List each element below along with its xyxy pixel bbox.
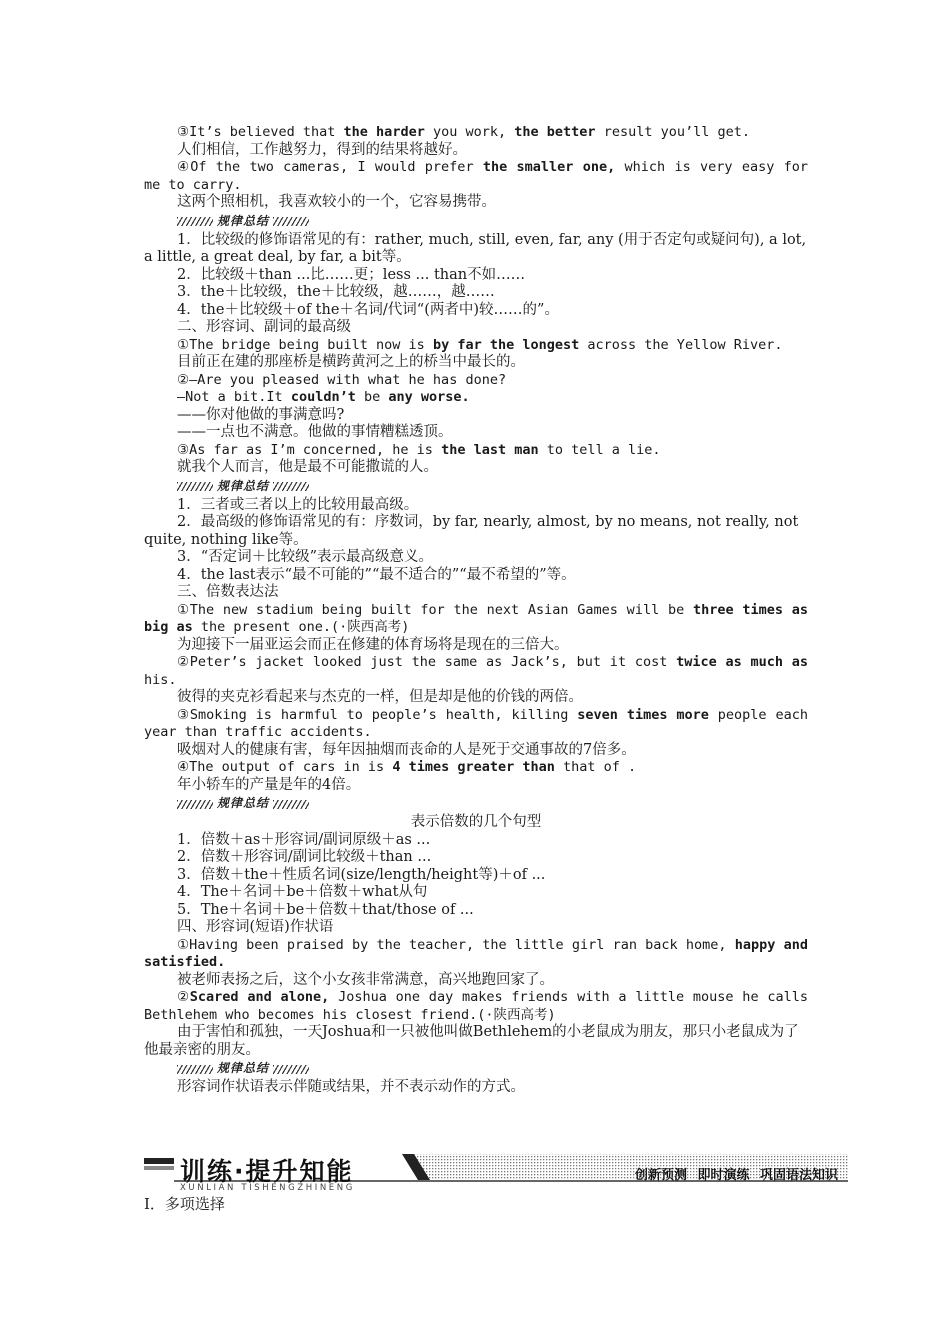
banner-pinyin: XUNLIAN TISHENGZHINENG [180, 1183, 355, 1193]
rule-item: 2．倍数＋形容词/副词比较级＋than ... [177, 849, 432, 865]
translation: 吸烟对人的健康有害，每年因抽烟而丧命的人是死于交通事故的7倍多。 [177, 741, 636, 758]
section-heading: 二、形容词、副词的最高级 [177, 319, 351, 335]
banner-subtitle: 创新预测 即时演练 巩固语法知识 [634, 1168, 838, 1183]
section-heading: 三、倍数表达法 [177, 584, 279, 600]
example-sentence: ②—Are you pleased with what he has done? [177, 371, 507, 388]
example-sentence: ②Scared and alone, Joshua one day makes friends with a little mouse he calls Bethlehem who becomes his closest friend.(·陕西高考) [144, 989, 808, 1023]
example-sentence: ④The output of cars in is 4 times greater than that of . [177, 759, 637, 775]
section-heading-multiple-choice: Ⅰ．多项选择 [144, 1195, 225, 1213]
rule-item: 1．三者或三者以上的比较用最高级。 [177, 496, 419, 513]
rule-item: 5．The＋名词＋be＋倍数＋that/those of ... [177, 901, 474, 918]
rule-item: 3．“否定词＋比较级”表示最高级意义。 [177, 549, 434, 565]
translation: 由于害怕和孤独，一天Joshua和一只被他叫做Bethlehem的小老鼠成为朋友，那只小老鼠成为了他最亲密的朋友。 [144, 1024, 799, 1058]
rule-summary-label: 规律总结 [177, 479, 808, 495]
rule-item: 形容词作状语表示伴随或结果，并不表示动作的方式。 [177, 1079, 525, 1095]
translation: 人们相信，工作越努力，得到的结果将越好。 [177, 141, 467, 158]
rule-item: 1．倍数＋as＋形容词/副词原级＋as ... [177, 831, 431, 848]
example-sentence: ③As far as I’m concerned, he is the last man to tell a lie. [177, 441, 661, 458]
grammar-notes [144, 124, 808, 1097]
rule-summary-label: 规律总结 [177, 1061, 808, 1077]
translation: 目前正在建的那座桥是横跨黄河之上的桥当中最长的。 [177, 354, 525, 370]
rule-item: 4．the last表示“最不可能的”“最不适合的”“最不希望的”等。 [177, 566, 576, 583]
translation: 彼得的夹克衫看起来与杰克的一样，但是却是他的价钱的两倍。 [177, 689, 583, 705]
rule-item: 1．比较级的修饰语常见的有：rather, much, still, even, far, any (用于否定句或疑问句), a lot, a little, a great deal, by far, a bit等。 [144, 231, 807, 265]
banner-title: 训练·提升知能 [180, 1157, 354, 1186]
training-banner [144, 1150, 848, 1196]
rule-item: 2．比较级＋than ...比……更；less ... than不如…… [177, 266, 526, 283]
rule-item: 4．the＋比较级＋of the＋名词/代词“(两者中)较……的”。 [177, 301, 559, 318]
translation: 被老师表扬之后，这个小女孩非常满意，高兴地跑回家了。 [177, 971, 554, 988]
rule-item: 2．最高级的修饰语常见的有：序数词，by far, nearly, almost, by no means, not really, not quite, nothing like等。 [144, 514, 799, 548]
example-sentence: ④Of the two cameras, I would prefer the smaller one, which is very easy for me to carry. [144, 159, 808, 193]
example-sentence: ③It’s believed that the harder you work, the better result you’ll get. [177, 124, 750, 140]
example-sentence: ①The bridge being built now is by far the longest across the Yellow River. [177, 336, 783, 353]
translation: 就我个人而言，他是最不可能撒谎的人。 [177, 459, 438, 475]
section-heading: 四、形容词(短语)作状语 [177, 919, 334, 935]
translation: 为迎接下一届亚运会而正在修建的体育场将是现在的三倍大。 [177, 636, 569, 653]
example-sentence: ③Smoking is harmful to people’s health, killing seven times more people each year than traffic accidents. [144, 706, 808, 740]
translation: 这两个照相机，我喜欢较小的一个，它容易携带。 [177, 194, 496, 210]
translation: ——你对他做的事满意吗? [177, 406, 345, 423]
rule-item: 3．倍数＋the＋性质名词(size/length/height等)＋of ... [177, 866, 546, 883]
example-sentence: ②Peter’s jacket looked just the same as Jack’s, but it cost twice as much as his. [144, 654, 808, 688]
example-sentence: ①The new stadium being built for the next Asian Games will be three times as big as the present one.(·陕西高考) [144, 601, 808, 635]
example-sentence: —Not a bit.It couldn’t be any worse. [177, 389, 470, 405]
rule-item: 3．the＋比较级，the＋比较级，越……，越…… [177, 284, 495, 300]
rule-summary-label: 规律总结 [177, 796, 808, 812]
rule-item: 4．The＋名词＋be＋倍数＋what从句 [177, 884, 428, 900]
rule-summary-label: 规律总结 [177, 214, 808, 230]
example-sentence: ①Having been praised by the teacher, the little girl ran back home, happy and satisfied. [144, 936, 808, 970]
translation: 年小轿车的产量是年的4倍。 [177, 776, 361, 793]
translation: ——一点也不满意。他做的事情糟糕透顶。 [177, 424, 453, 440]
rule-title: 表示倍数的几个句型 [410, 814, 542, 830]
